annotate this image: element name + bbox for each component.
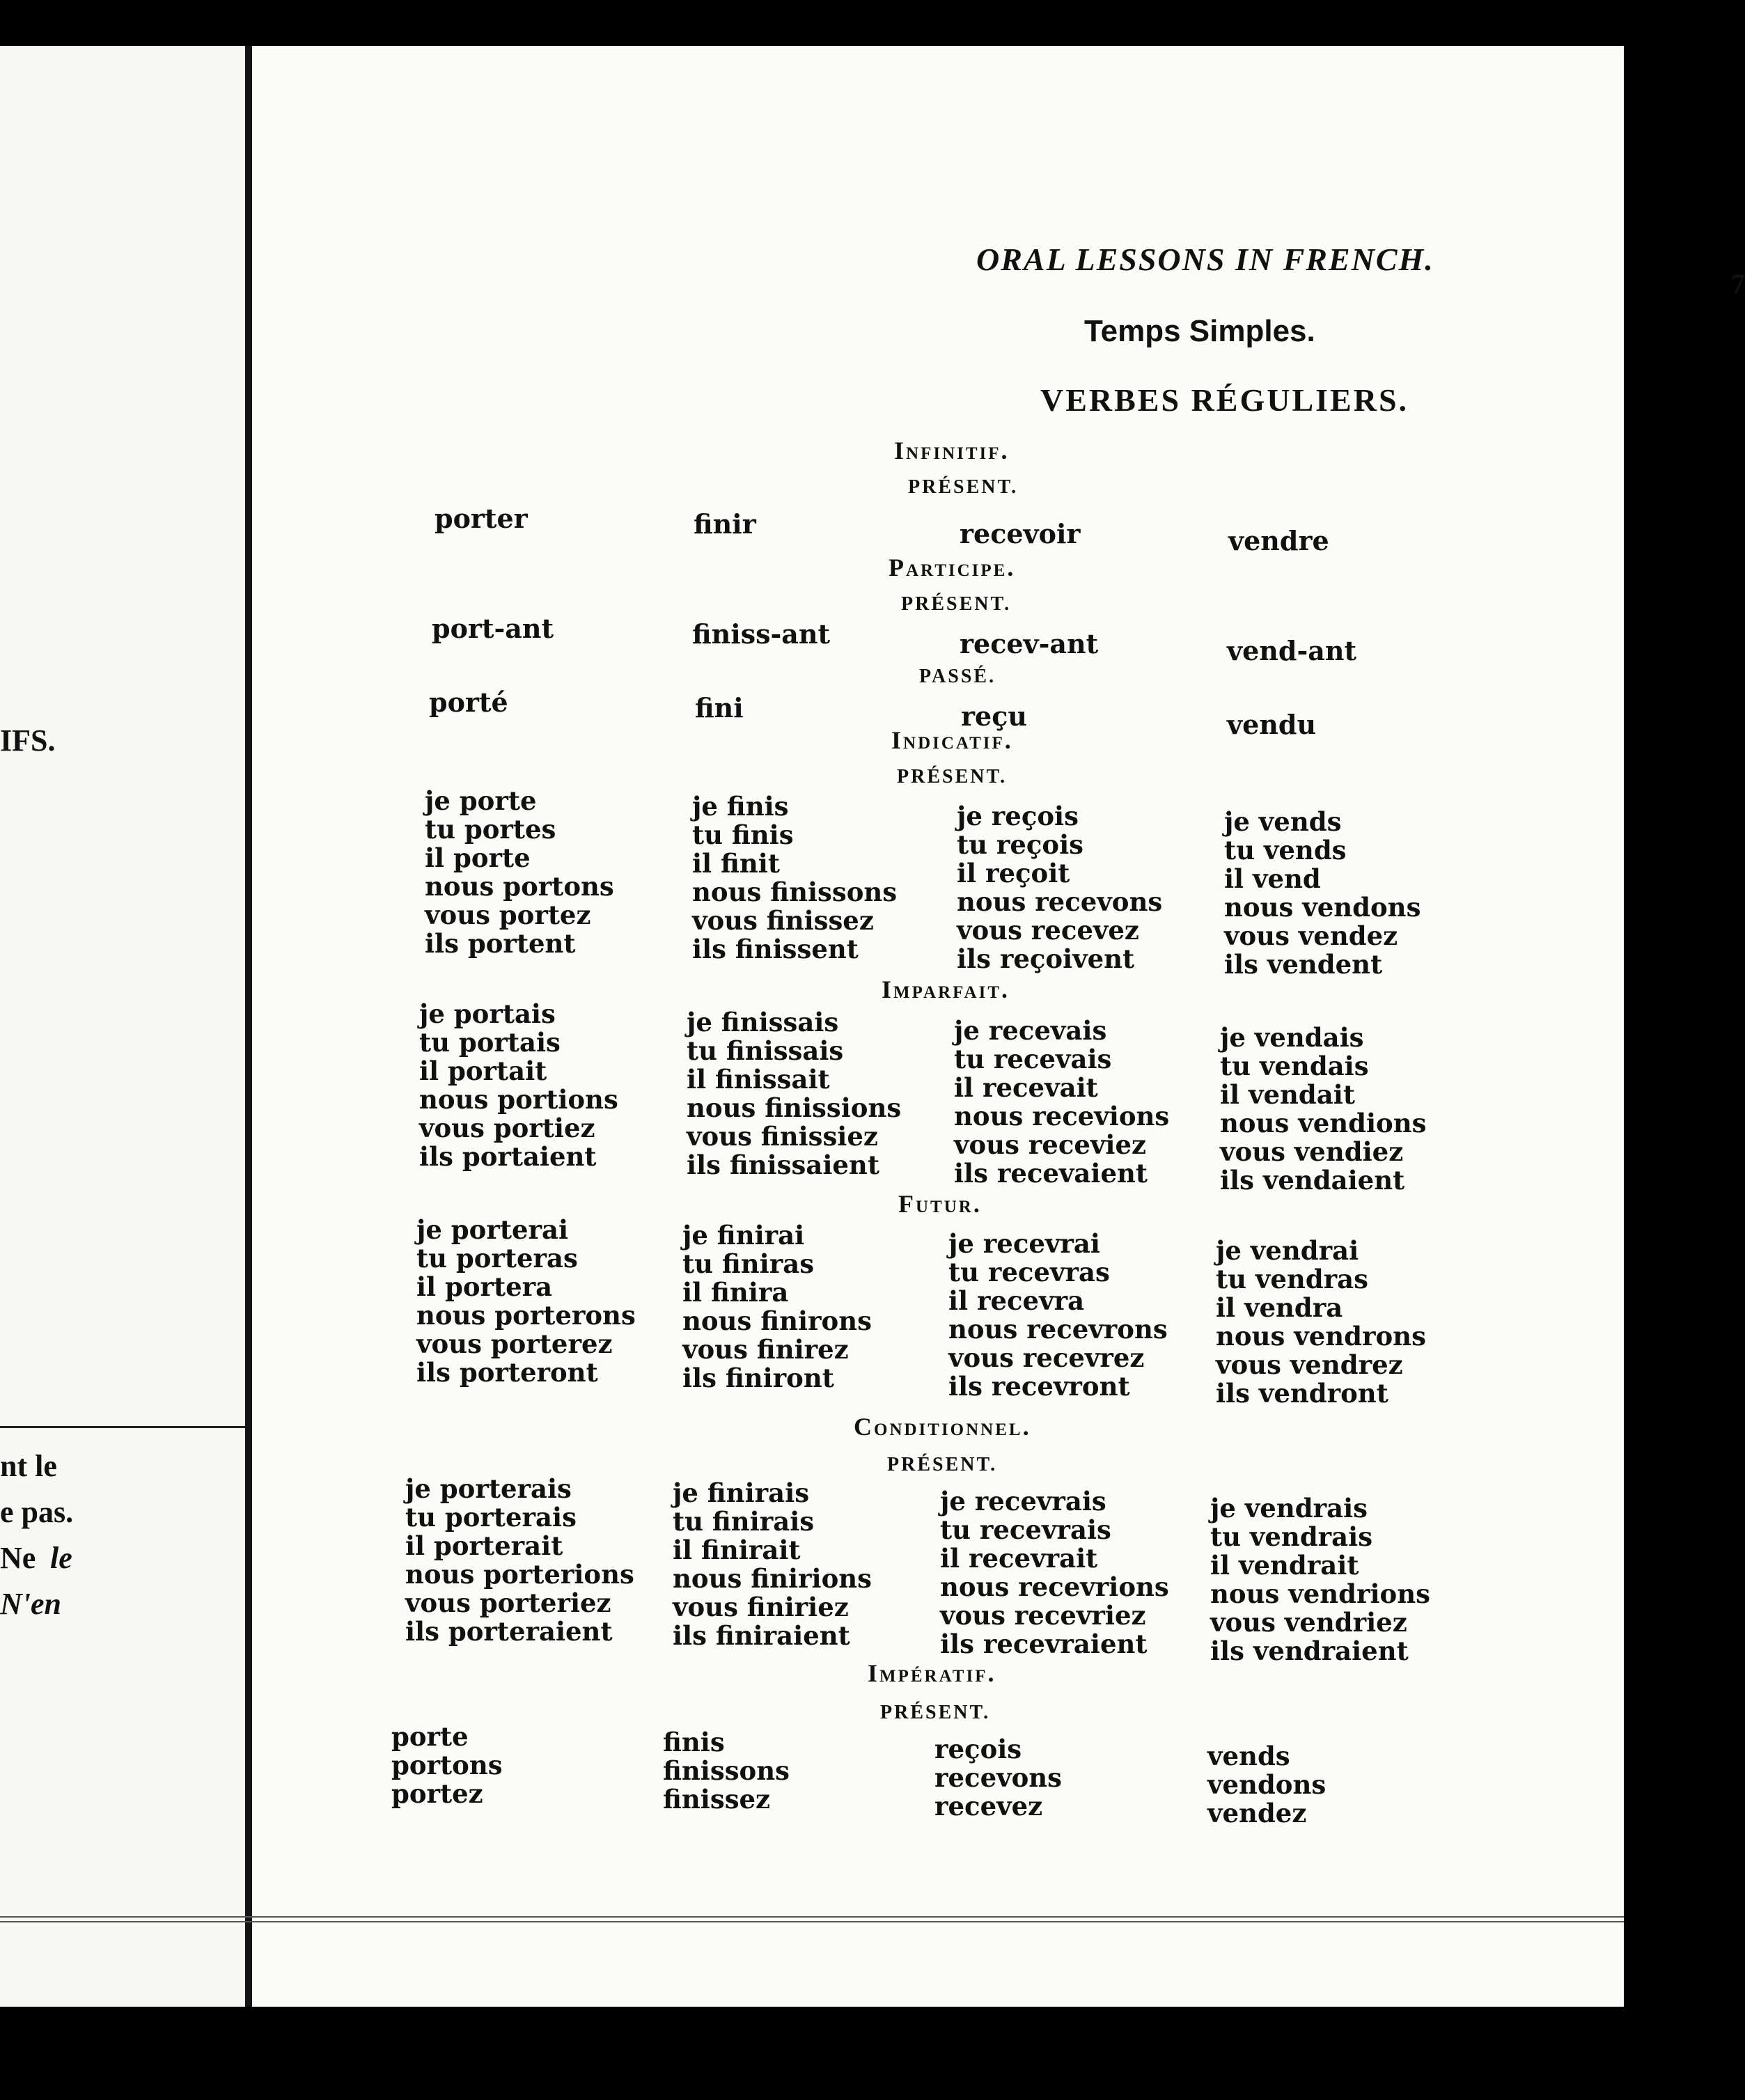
conjugation-line: nous recevrons — [948, 1314, 1168, 1345]
conjugation-line: il finissait — [687, 1064, 830, 1095]
conditionnel-porter — [405, 1475, 634, 1646]
present-participle-porter: port-ant — [432, 613, 554, 644]
conjugation-line: tu vendais — [1220, 1051, 1369, 1081]
conjugation-line: il portera — [416, 1271, 553, 1302]
conjugation-line: vends — [1207, 1741, 1290, 1771]
conjugation-line: je vendais — [1220, 1022, 1364, 1053]
conjugation-line: vous finirez — [682, 1334, 849, 1365]
conjugation-line: portez — [391, 1778, 483, 1809]
page-title: Temps Simples. — [1084, 314, 1315, 348]
conjugation-line: ils portaient — [419, 1141, 597, 1172]
conjugation-line: vous vendriez — [1210, 1607, 1407, 1638]
conjugation-line: tu recevras — [948, 1257, 1110, 1287]
indicatif-present-porter — [425, 787, 614, 958]
conjugation-line: ils portent — [425, 928, 576, 959]
indicatif-present-finir — [692, 792, 897, 964]
conjugation-line: il finira — [682, 1277, 789, 1308]
subheading-infinitif-present: PRÉSENT. — [908, 476, 1019, 498]
conjugation-line: je vends — [1224, 806, 1342, 837]
conjugation-line: ils recevront — [948, 1371, 1130, 1402]
conjugation-line: tu recevais — [954, 1044, 1112, 1074]
conjugation-line: il finit — [692, 848, 780, 879]
left-fragment-nt-le: nt le — [0, 1449, 57, 1483]
conjugation-line: nous porterions — [405, 1559, 634, 1590]
conjugation-line: ils finissent — [692, 934, 859, 964]
imparfait-finir — [687, 1008, 901, 1180]
conjugation-line: tu porteras — [416, 1243, 578, 1274]
conjugation-line: porte — [391, 1721, 469, 1752]
infinitive-vendre: vendre — [1228, 525, 1329, 556]
conjugation-line: nous recevons — [957, 886, 1163, 917]
infinitive-finir: finir — [694, 508, 756, 540]
conjugation-line: tu finirais — [673, 1506, 815, 1537]
futur-recevoir — [948, 1230, 1168, 1401]
conditionnel-recevoir — [940, 1487, 1169, 1659]
conjugation-line: vous recevrez — [948, 1342, 1145, 1373]
conjugation-line: je recevrais — [940, 1486, 1106, 1517]
left-fragment-e-pas: e pas. — [0, 1495, 74, 1529]
scan-border-top — [0, 0, 1664, 47]
conjugation-line: je porterais — [405, 1473, 572, 1504]
futur-finir — [682, 1221, 872, 1393]
futur-porter — [416, 1216, 636, 1387]
past-participle-recevoir: reçu — [961, 700, 1027, 732]
present-participle-recevoir: recev-ant — [960, 628, 1099, 659]
conjugation-line: ils finiront — [682, 1363, 834, 1393]
subheading-participe-present: PRÉSENT. — [901, 593, 1012, 615]
left-page — [0, 46, 245, 2008]
conjugation-line: il recevait — [954, 1072, 1098, 1103]
conjugation-line: il porte — [425, 843, 531, 873]
running-title: ORAL LESSONS IN FRENCH. — [976, 242, 1434, 277]
conjugation-line: ils recevraient — [940, 1629, 1148, 1659]
conjugation-line: tu portais — [419, 1027, 561, 1058]
present-participle-finir: finiss-ant — [692, 618, 831, 650]
conjugation-line: tu portes — [425, 814, 556, 845]
conjugation-line: nous vendions — [1220, 1108, 1427, 1138]
conjugation-line: il vend — [1224, 863, 1321, 894]
imparfait-recevoir — [954, 1017, 1169, 1188]
past-participle-porter: porté — [429, 687, 508, 718]
conjugation-line: je vendrai — [1216, 1235, 1359, 1266]
conjugation-line: je recevais — [954, 1015, 1107, 1046]
imperatif-recevoir — [934, 1735, 1062, 1821]
conjugation-line: tu vendrais — [1210, 1521, 1373, 1552]
page-bottom-rule — [0, 1916, 1624, 1922]
conjugation-line: tu vends — [1224, 835, 1347, 865]
right-page — [252, 46, 1745, 2008]
conjugation-line: il vendrait — [1210, 1550, 1359, 1581]
conjugation-line: reçois — [934, 1734, 1022, 1764]
conjugation-line: ils vendront — [1216, 1378, 1388, 1409]
conjugation-line: vous vendrez — [1216, 1349, 1403, 1380]
conjugation-line: tu finiras — [682, 1248, 815, 1279]
conjugation-line: recevons — [934, 1762, 1063, 1793]
conjugation-line: ils recevaient — [954, 1158, 1148, 1189]
conjugation-line: portons — [391, 1750, 503, 1780]
conjugation-line: ils vendent — [1224, 949, 1383, 980]
conjugation-line: vous vendez — [1224, 920, 1398, 951]
subheading-participe-passe: PASSÉ. — [919, 666, 996, 687]
heading-participe: Participe. — [889, 554, 1016, 581]
conjugation-line: tu finissais — [687, 1035, 844, 1066]
conjugation-line: il vendait — [1220, 1079, 1355, 1110]
conjugation-line: vous finissez — [692, 905, 874, 936]
indicatif-present-recevoir — [957, 802, 1162, 973]
conjugation-line: je porte — [425, 785, 537, 816]
heading-imparfait: Imparfait. — [882, 975, 1010, 1003]
present-participle-vendre: vend-ant — [1227, 635, 1357, 666]
subheading-indicatif-present: PRÉSENT. — [897, 766, 1008, 788]
conjugation-line: nous vendrons — [1216, 1321, 1426, 1351]
futur-vendre — [1216, 1237, 1426, 1408]
conjugation-line: ils finiraient — [673, 1620, 850, 1651]
conjugation-line: tu vendras — [1216, 1264, 1368, 1294]
conjugation-line: vous recevriez — [940, 1600, 1146, 1631]
conjugation-line: vous portez — [425, 900, 591, 930]
book-gutter — [245, 46, 252, 2008]
conjugation-line: je finirais — [673, 1478, 810, 1508]
conjugation-line: nous porterons — [416, 1300, 636, 1331]
conjugation-line: ils finissaient — [687, 1150, 879, 1180]
conjugation-line: il recevra — [948, 1285, 1085, 1316]
subheading-conditionnel-present: PRÉSENT. — [887, 1454, 998, 1475]
conjugation-line: je finissais — [687, 1007, 839, 1037]
conjugation-line: recevez — [934, 1791, 1043, 1821]
conjugation-line: tu reçois — [957, 829, 1084, 860]
conjugation-line: je portais — [419, 998, 556, 1029]
subheading-imperatif-present: PRÉSENT. — [880, 1702, 991, 1723]
conjugation-line: nous finirons — [682, 1306, 872, 1336]
conjugation-line: je vendrais — [1210, 1493, 1368, 1523]
conjugation-line: je finis — [692, 791, 789, 822]
conjugation-line: nous finissons — [692, 877, 898, 907]
conjugation-line: vous portiez — [419, 1113, 595, 1143]
heading-imperatif: Impératif. — [868, 1659, 996, 1687]
conjugation-line: il porterait — [405, 1530, 563, 1561]
conjugation-line: vous receviez — [954, 1129, 1147, 1160]
conditionnel-finir — [673, 1479, 872, 1650]
left-fragment-ne: Ne — [0, 1541, 36, 1575]
conjugation-line: nous portions — [419, 1084, 618, 1115]
past-participle-vendre: vendu — [1227, 709, 1317, 740]
conjugation-line: il finirait — [673, 1535, 801, 1565]
conjugation-line: ils vendaient — [1220, 1165, 1405, 1196]
imperatif-finir — [663, 1728, 790, 1814]
past-participle-finir: fini — [695, 692, 744, 723]
conjugation-line: je reçois — [957, 801, 1079, 831]
indicatif-present-vendre — [1224, 808, 1421, 979]
conjugation-line: vous porterez — [416, 1329, 613, 1359]
page-number: 7 — [1731, 268, 1745, 299]
heading-infinitif: Infinitif. — [894, 437, 1010, 464]
conjugation-line: tu finis — [692, 820, 794, 850]
conjugation-line: il recevrait — [940, 1543, 1098, 1574]
conjugation-line: ils porteraient — [405, 1616, 613, 1647]
page-subtitle: VERBES RÉGULIERS. — [1040, 382, 1409, 418]
conditionnel-vendre — [1210, 1494, 1430, 1666]
infinitive-recevoir: recevoir — [960, 518, 1081, 549]
left-fragment-nen: N'en — [0, 1587, 61, 1621]
heading-futur: Futur. — [898, 1190, 982, 1218]
conjugation-line: tu recevrais — [940, 1514, 1111, 1545]
imperatif-vendre — [1207, 1742, 1326, 1828]
conjugation-line: nous recevrions — [940, 1572, 1169, 1602]
scan-border-bottom — [0, 2007, 1664, 2100]
imparfait-porter — [419, 1000, 618, 1171]
conjugation-line: tu porterais — [405, 1502, 577, 1533]
conjugation-line: vous finissiez — [687, 1121, 878, 1152]
conjugation-line: je porterai — [416, 1214, 569, 1245]
conjugation-line: nous vendrions — [1210, 1578, 1430, 1609]
conjugation-line: nous recevions — [954, 1101, 1170, 1131]
conjugation-line: vous vendiez — [1220, 1136, 1404, 1167]
conjugation-line: ils porteront — [416, 1357, 598, 1388]
conjugation-line: il reçoit — [957, 858, 1070, 888]
heading-conditionnel: Conditionnel. — [854, 1413, 1031, 1441]
conjugation-line: nous finirions — [673, 1563, 872, 1594]
conjugation-line: il vendra — [1216, 1292, 1343, 1323]
conjugation-line: ils reçoivent — [957, 943, 1135, 974]
left-fragment-le: le — [50, 1541, 72, 1575]
imparfait-vendre — [1220, 1024, 1426, 1195]
conjugation-line: ils vendraient — [1210, 1636, 1409, 1666]
conjugation-line: vous recevez — [957, 915, 1139, 946]
conjugation-line: vendez — [1207, 1798, 1307, 1828]
conjugation-line: vous finiriez — [673, 1592, 849, 1622]
left-page-rule — [0, 1426, 245, 1428]
conjugation-line: vous porteriez — [405, 1588, 611, 1618]
conjugation-line: je recevrai — [948, 1228, 1100, 1259]
conjugation-line: je finirai — [682, 1220, 805, 1251]
conjugation-line: finis — [663, 1727, 725, 1757]
imperatif-porter — [391, 1723, 503, 1808]
left-fragment-ifs: IFS. — [0, 723, 56, 758]
conjugation-line: il portait — [419, 1056, 547, 1086]
scan-border-right — [1624, 0, 1664, 2100]
conjugation-line: nous portons — [425, 871, 614, 902]
infinitive-porter: porter — [435, 503, 528, 534]
conjugation-line: finissons — [663, 1755, 790, 1786]
heading-indicatif: Indicatif. — [891, 726, 1013, 754]
conjugation-line: vendons — [1207, 1769, 1327, 1800]
conjugation-line: nous vendons — [1224, 892, 1421, 923]
conjugation-line: finissez — [663, 1784, 771, 1815]
conjugation-line: nous finissions — [687, 1092, 902, 1123]
